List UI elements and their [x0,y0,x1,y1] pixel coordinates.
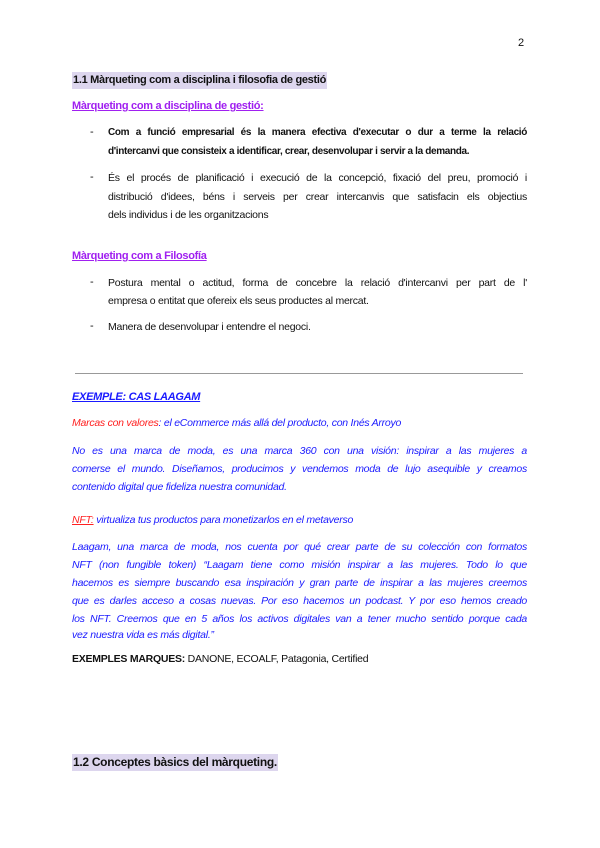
paragraph-line: que es darles acceso a cosas nuevas. Por eso hacemos un podcast. Y por eso hemos creado [72,595,527,607]
nft-label: NFT: [72,514,94,526]
bullet-line: empresa o entitat que ofereix els seus productes al mercat. [108,295,369,307]
bullet-dash: - [90,276,94,288]
bullet-line: dels individus i de les organitzacions [108,209,269,221]
nft-line [72,514,353,526]
page-number: 2 [518,37,525,49]
subheading-discipline: Màrqueting com a disciplina de gestió: [72,100,264,112]
subheading-philosophy: Màrqueting com a Filosofía [72,250,207,262]
section-heading-1-1: 1.1 Màrqueting com a disciplina i filosofia de gestió [72,72,327,89]
bullet-line: distribució d'idees, béns i serveis per crear intercanvis que satisfacin els objectius [108,191,527,203]
bullet-line: Postura mental o actitud, forma de concebre la relació d'intercanvi per part de l' [108,277,527,289]
section-heading-1-2: 1.2 Conceptes bàsics del màrqueting. [73,755,277,769]
bullet-dash: - [90,126,94,138]
bullet-dash: - [90,320,94,332]
brand-examples [72,653,368,665]
example-title: EXEMPLE: CAS LAAGAM [72,391,201,403]
marcas-label: Marcas con valores [72,417,159,429]
paragraph-line: Laagam, una marca de moda, nos cuenta por qué crear parte de su colección con formatos [72,541,527,553]
bullet-line: Com a funció empresarial és la manera efectiva d'executar o dur a terme la relació [108,127,527,138]
paragraph-line: los NFT. Creemos que en 5 años los activos digitales van a tener mucho sentido porque cada [72,613,527,625]
marcas-line [72,417,401,429]
bullet-line: És el procés de planificació i execució de la concepció, fixació del preu, promoció i [108,172,527,184]
bullet-line: d'intercanvi que consisteix a identificar, crear, desenvolupar i servir a la demanda. [108,146,470,157]
paragraph-line: hacemos es siempre buscando esa inspiración y gran parte de inspirar a las mujeres creemos [72,577,527,589]
brand-examples-list: DANONE, ECOALF, Patagonia, Certified [185,653,369,665]
nft-text: virtualiza tus productos para monetizarlos en el metaverso [93,514,354,526]
horizontal-divider [75,373,523,374]
bullet-dash: - [90,171,94,183]
bullet-line: Manera de desenvolupar i entendre el negoci. [108,321,311,333]
paragraph-line: comerse el mundo. Diseñamos, producimos y vendemos moda de lujo asequible y creamos [72,463,527,475]
paragraph-line: contenido digital que fideliza nuestra comunidad. [72,481,287,493]
paragraph-line: vez nuestra vida es más digital.” [72,629,214,641]
brand-examples-label: EXEMPLES MARQUES: [72,653,186,665]
paragraph-line: No es una marca de moda, es una marca 360 con una visión: inspirar a las mujeres a [72,445,527,457]
marcas-text: : el eCommerce más allá del producto, con Inés Arroyo [158,417,402,429]
paragraph-line: NFT (non fungible token) “Laagam tiene como misión inspirar a las mujeres. Todo lo que [72,559,527,571]
